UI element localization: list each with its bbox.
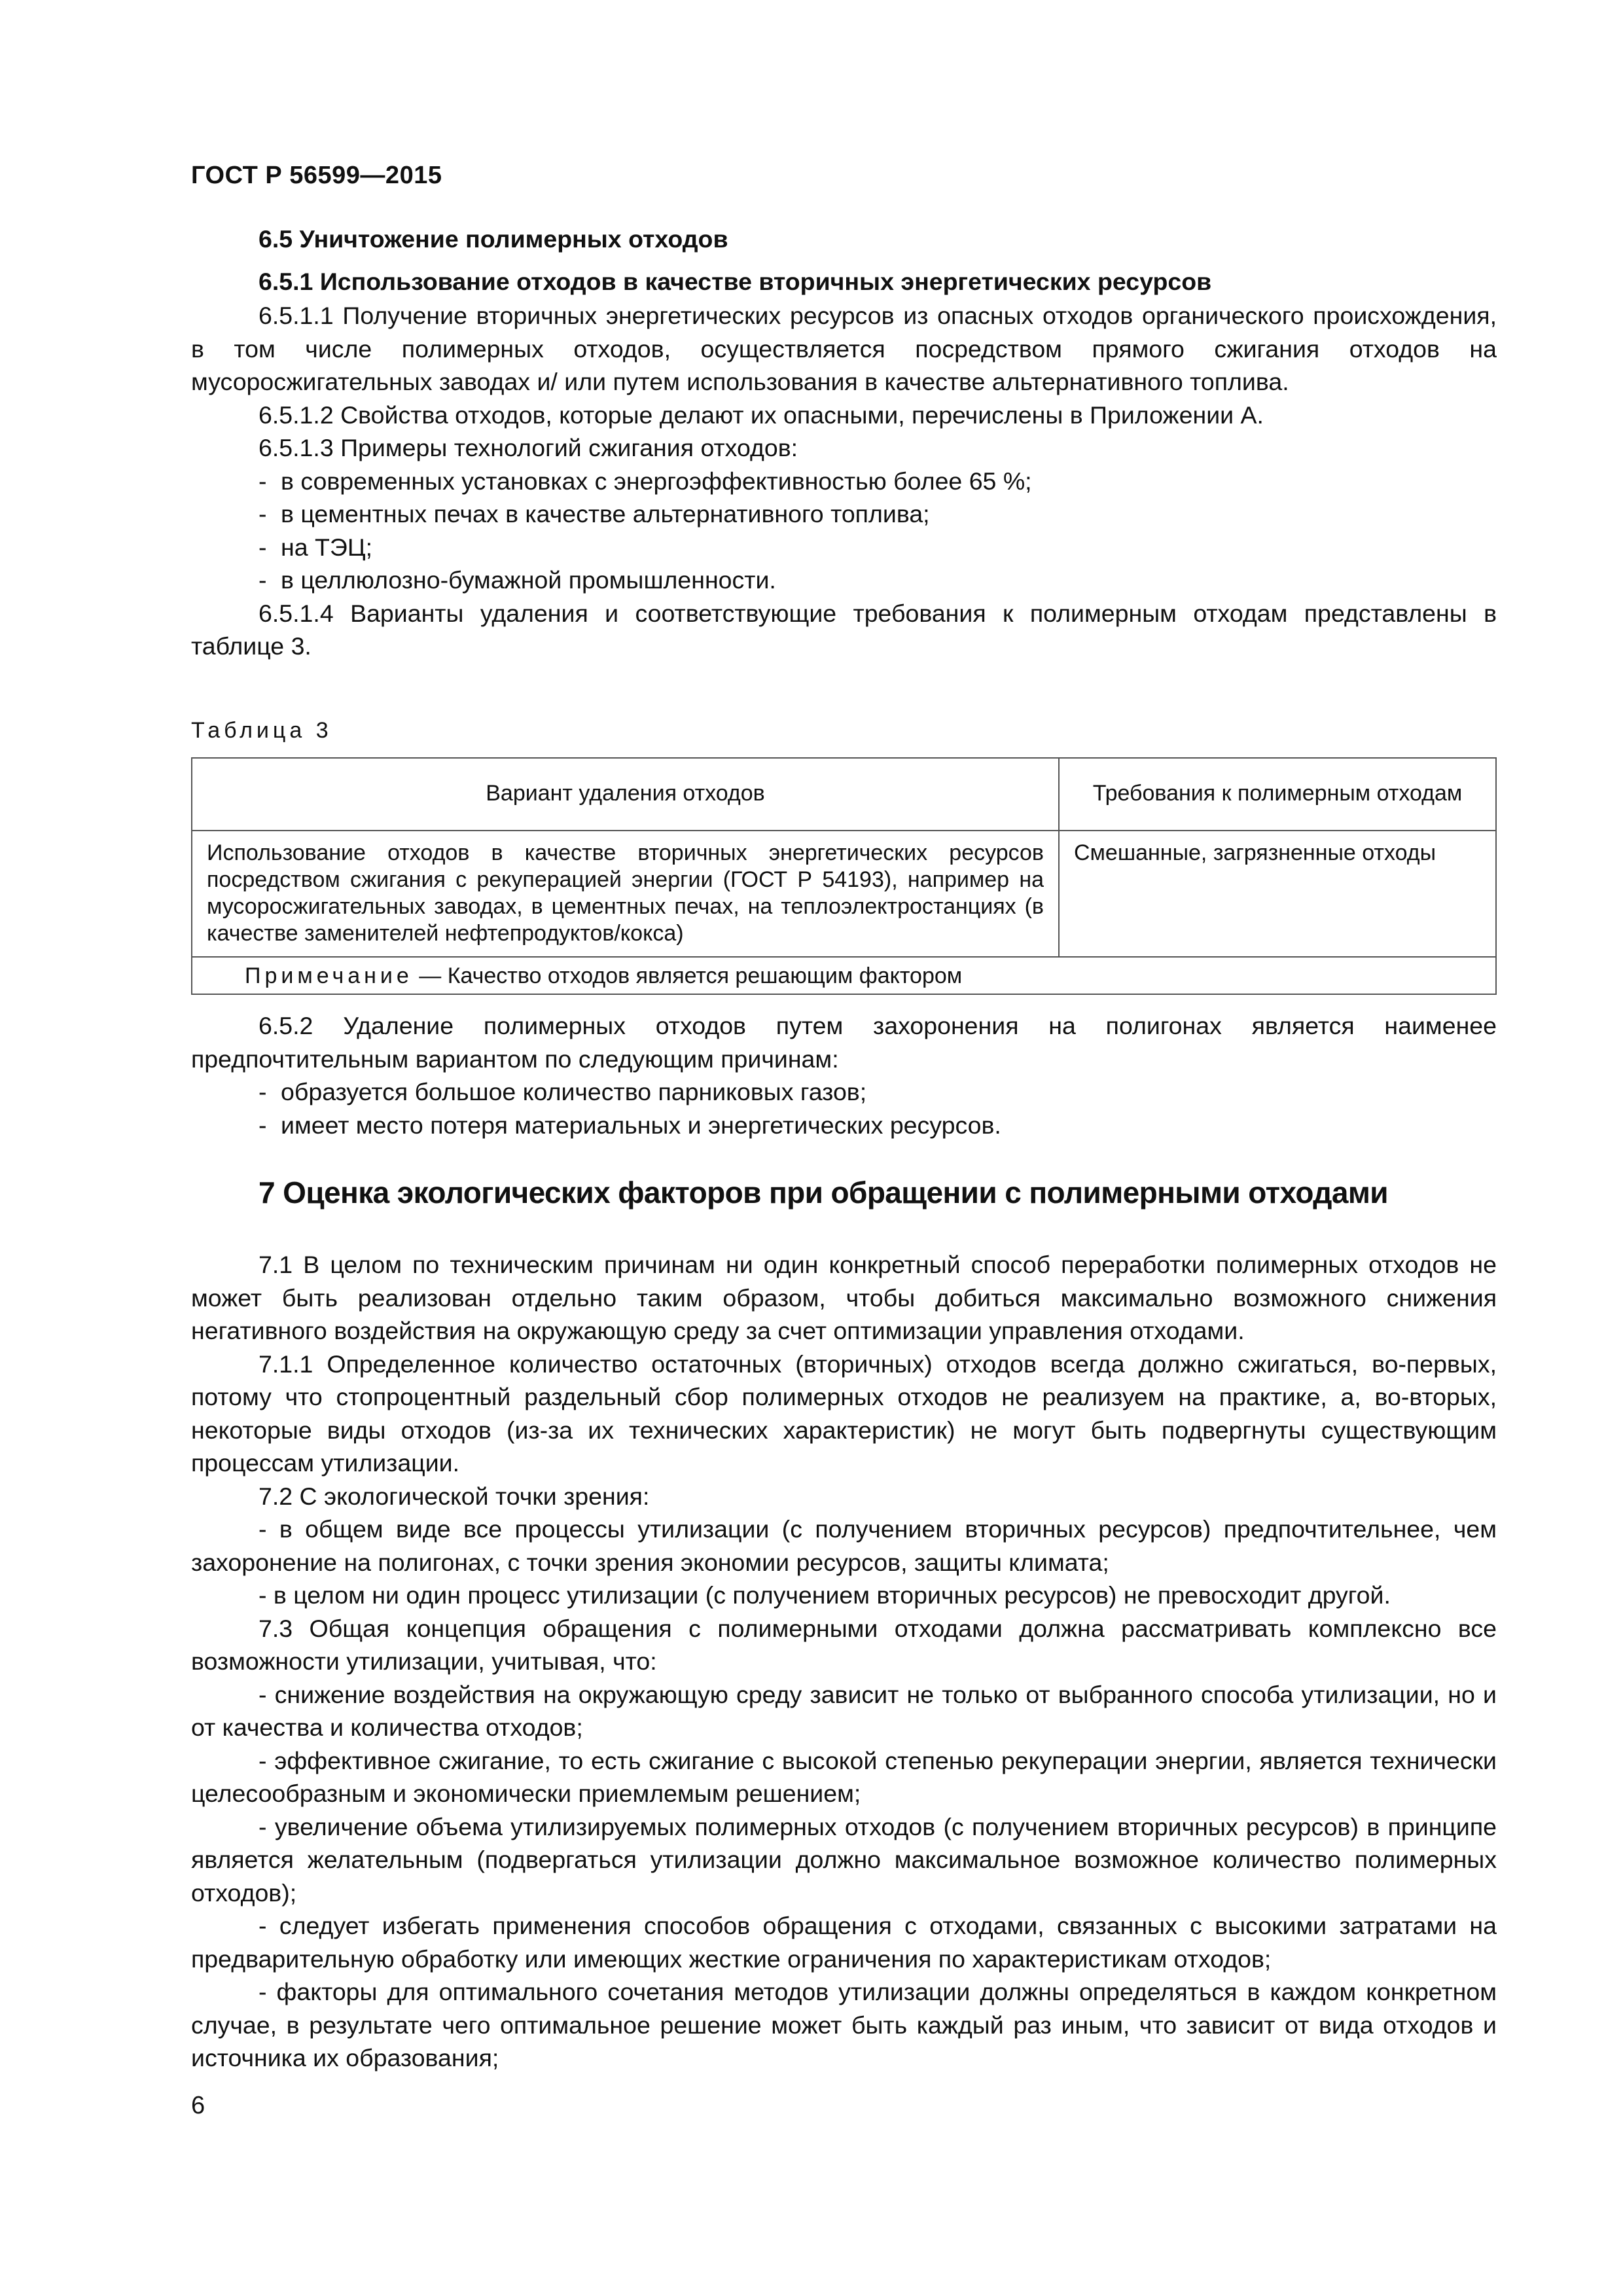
- list-item: - в общем виде все процессы утилизации (с получением вторичных ресурсов) предпочтительнее, чем захоронение на полигонах, с точки зрения экономии ресурсов, защиты климата;: [191, 1515, 1497, 1576]
- page-number: 6: [191, 2092, 205, 2119]
- table-header-option: Вариант удаления отходов: [192, 758, 1059, 831]
- list-item-text: имеет место потеря материальных и энергетических ресурсов.: [281, 1111, 1001, 1139]
- list-item: - имеет место потеря материальных и энергетических ресурсов.: [259, 1111, 1001, 1139]
- list-item-text: в целлюлозно-бумажной промышленности.: [281, 566, 776, 594]
- list-item: - факторы для оптимального сочетания методов утилизации должны определяться в каждом конкретном случае, в результате чего оптимальное решение может быть каждый раз иным, что зависит от вида отходов и источника их образования;: [191, 1978, 1497, 2072]
- table-caption: Таблица 3: [191, 717, 332, 743]
- note-label: Примечание: [245, 963, 413, 988]
- paragraph-7-3: 7.3 Общая концепция обращения с полимерными отходами должна рассматривать комплексно все возможности утилизации, учитывая, что:: [191, 1614, 1497, 1675]
- list-item: - эффективное сжигание, то есть сжигание с высокой степенью рекуперации энергии, является технически целесообразным и экономически приемлемым решением;: [191, 1746, 1497, 1807]
- list-item: - в целом ни один процесс утилизации (с получением вторичных ресурсов) не превосходит другой.: [259, 1581, 1391, 1609]
- list-item-text: в цементных печах в качестве альтернативного топлива;: [281, 500, 930, 528]
- paragraph-6-5-1-2: 6.5.1.2 Свойства отходов, которые делают их опасными, перечислены в Приложении А.: [259, 401, 1264, 429]
- section-6-5-title: 6.5 Уничтожение полимерных отходов: [259, 225, 728, 253]
- list-item-text: в современных установках с энергоэффективностью более 65 %;: [281, 467, 1032, 495]
- list-6-5-1-3: [191, 465, 1497, 597]
- section-6-5-2: [191, 1009, 1497, 1141]
- table-cell-requirement: Смешанные, загрязненные отходы: [1059, 831, 1496, 957]
- list-item: - на ТЭЦ;: [259, 533, 373, 561]
- paragraph-7-1: 7.1 В целом по техническим причинам ни один конкретный способ переработки полимерных отходов не может быть реализован отдельно таким образом, чтобы добиться максимально возможного снижения негативного воздействия на окружающую среду за счет оптимизации управления отходами.: [191, 1251, 1497, 1344]
- table-header-requirement: Требования к полимерным отходам: [1059, 758, 1496, 831]
- paragraph-6-5-1-3: 6.5.1.3 Примеры технологий сжигания отходов:: [259, 434, 798, 461]
- document-body: [191, 223, 1497, 2075]
- paragraph-7-2: 7.2 С экологической точки зрения:: [259, 1482, 650, 1510]
- paragraph-6-5-2: 6.5.2 Удаление полимерных отходов путем захоронения на полигонах является наименее предпочтительным вариантом по следующим причинам:: [191, 1012, 1497, 1073]
- document-header: ГОСТ Р 56599—2015: [191, 162, 442, 189]
- paragraph-6-5-1-1: 6.5.1.1 Получение вторичных энергетических ресурсов из опасных отходов органического происхождения, в том числе полимерных отходов, осуществляется посредством прямого сжигания отходов на мусоросжигательных заводах и/ или путем использования в качестве альтернативного топлива.: [191, 302, 1497, 395]
- list-item: - в современных установках с энергоэффективностью более 65 %;: [259, 467, 1032, 495]
- table-note-row: [192, 957, 1496, 994]
- section-6-5-1-title: 6.5.1 Использование отходов в качестве вторичных энергетических ресурсов: [259, 267, 1212, 295]
- table-header-row: [192, 758, 1496, 831]
- table-row: [192, 831, 1496, 957]
- table-3: [191, 757, 1497, 995]
- list-item-text: на ТЭЦ;: [281, 533, 373, 561]
- note-text: — Качество отходов является решающим фактором: [412, 963, 963, 988]
- paragraph-7-1-1: 7.1.1 Определенное количество остаточных (вторичных) отходов всегда должно сжигаться, во-первых, потому что стопроцентный раздельный сбор полимерных отходов не реализуем на практике, а, во-вторых, некоторые виды отходов (из-за их технических характеристик) не могут быть подвергнуты существующим процессам утилизации.: [191, 1350, 1497, 1477]
- list-item: - образуется большое количество парниковых газов;: [259, 1078, 867, 1105]
- list-item-text: образуется большое количество парниковых газов;: [281, 1078, 867, 1105]
- paragraph-6-5-1-4: 6.5.1.4 Варианты удаления и соответствующие требования к полимерным отходам представлены в таблице 3.: [191, 599, 1497, 660]
- list-item: - следует избегать применения способов обращения с отходами, связанных с высокими затратами на предварительную обработку или имеющих жесткие ограничения по характеристикам отходов;: [191, 1912, 1497, 1973]
- table-note: [192, 957, 1496, 994]
- list-item: - в целлюлозно-бумажной промышленности.: [259, 566, 776, 594]
- section-7-title: 7 Оценка экологических факторов при обращении с полимерными отходами: [259, 1175, 1388, 1210]
- list-item: - снижение воздействия на окружающую среду зависит не только от выбранного способа утилизации, но и от качества и количества отходов;: [191, 1680, 1497, 1741]
- list-item: - в цементных печах в качестве альтернативного топлива;: [259, 500, 930, 528]
- table-cell-option: Использование отходов в качестве вторичных энергетических ресурсов посредством сжигания с рекуперацией энергии (ГОСТ Р 54193), например на мусоросжигательных заводах, в цементных печах, на теплоэлектростанциях (в качестве заменителей нефтепродуктов/кокса): [192, 831, 1059, 957]
- list-item: - увеличение объема утилизируемых полимерных отходов (с получением вторичных ресурсов) в принципе является желательным (подвергаться утилизации должно максимальное возможное количество полимерных отходов);: [191, 1812, 1497, 1907]
